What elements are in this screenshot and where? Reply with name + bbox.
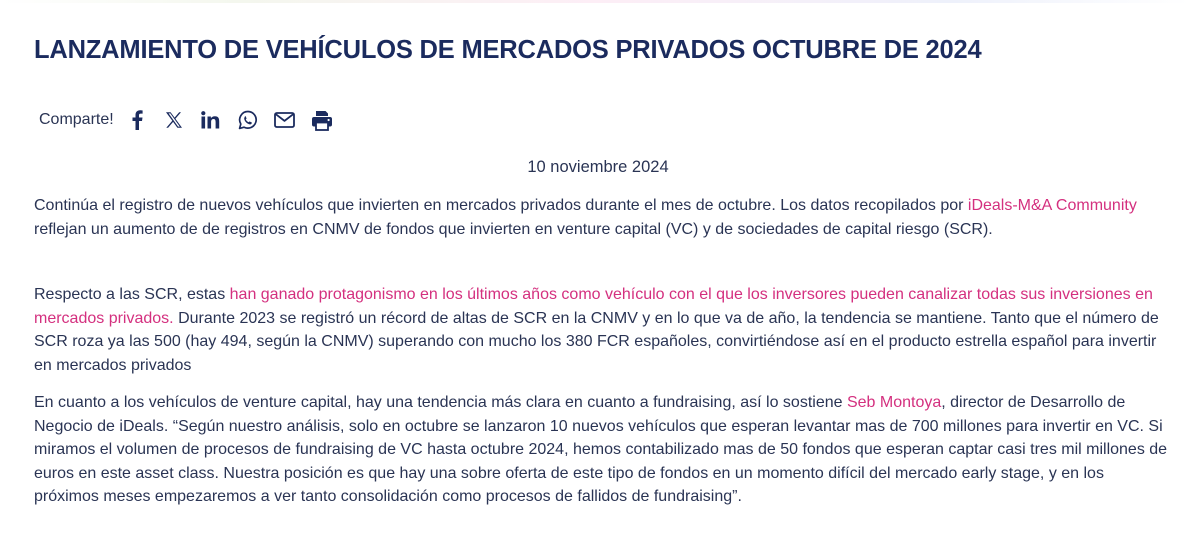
- paragraph-text: , director de Desarrollo de Negocio de iDeals. “Según nuestro análisis, solo en octubre se lanzaron 10 nuevos vehículos que esperan levantar mas de 700 millones para invertir en VC. Si miramos el volumen de procesos de fundraising de VC hasta octubre 2024, hemos contabilizado mas de 50 fondos que esperan captar casi tres mil millones de euros en este asset class. Nuestra posición es que hay una sobre oferta de este tipo de fondos en un momento difícil del mercado early stage, y en los próximos meses empezaremos a ver tanto consolidación como procesos de fallidos de fundraising”.: [34, 394, 1168, 505]
- page-title: LANZAMIENTO DE VEHÍCULOS DE MERCADOS PRIVADOS OCTUBRE DE 2024: [34, 36, 982, 64]
- top-decorative-line: [0, 0, 1190, 3]
- paragraph-text: En cuanto a los vehículos de venture capital, hay una tendencia más clara en cuanto a fundraising, así lo sostiene: [34, 394, 847, 411]
- share-label: Comparte!: [39, 111, 114, 128]
- linkedin-icon[interactable]: [198, 107, 224, 133]
- ideals-community-link[interactable]: iDeals-M&A Community: [967, 197, 1137, 214]
- paragraph-2: [34, 283, 1169, 377]
- scr-protagonism-link[interactable]: han ganado protagonismo en los últimos años como vehículo con el que los inversores pueden canalizar todas sus inversiones en mercados privados.: [34, 286, 1153, 327]
- paragraph-text: reflejan un aumento de de registros en CNMV de fondos que invierten en venture capital (VC) y de sociedades de capital riesgo (SCR).: [34, 220, 993, 238]
- paragraph-text: Continúa el registro de nuevos vehículos que invierten en mercados privados durante el mes de octubre. Los datos recopilados por: [34, 197, 968, 214]
- article-date: 10 noviembre 2024: [527, 158, 669, 176]
- paragraph-text: Respecto a las SCR, estas: [34, 286, 230, 303]
- paragraph-text: Durante 2023 se registró un récord de altas de SCR en la CNMV y en lo que va de año, la tendencia se mantiene. Tanto que el número de SCR roza ya las 500 (hay 494, según la CNMV) superando con mucho los 380 FCR españoles, convirtiéndose así en el producto estrella español para invertir en mercados privados: [34, 309, 1159, 374]
- print-icon[interactable]: [309, 107, 335, 133]
- x-icon[interactable]: [161, 107, 187, 133]
- email-icon[interactable]: [272, 107, 298, 133]
- paragraph-3: [34, 391, 1169, 509]
- seb-montoya-link[interactable]: Seb Montoya: [846, 394, 942, 411]
- whatsapp-icon[interactable]: [235, 107, 261, 133]
- paragraph-1: [34, 194, 1169, 241]
- share-bar: [39, 106, 346, 134]
- facebook-icon[interactable]: [124, 107, 150, 133]
